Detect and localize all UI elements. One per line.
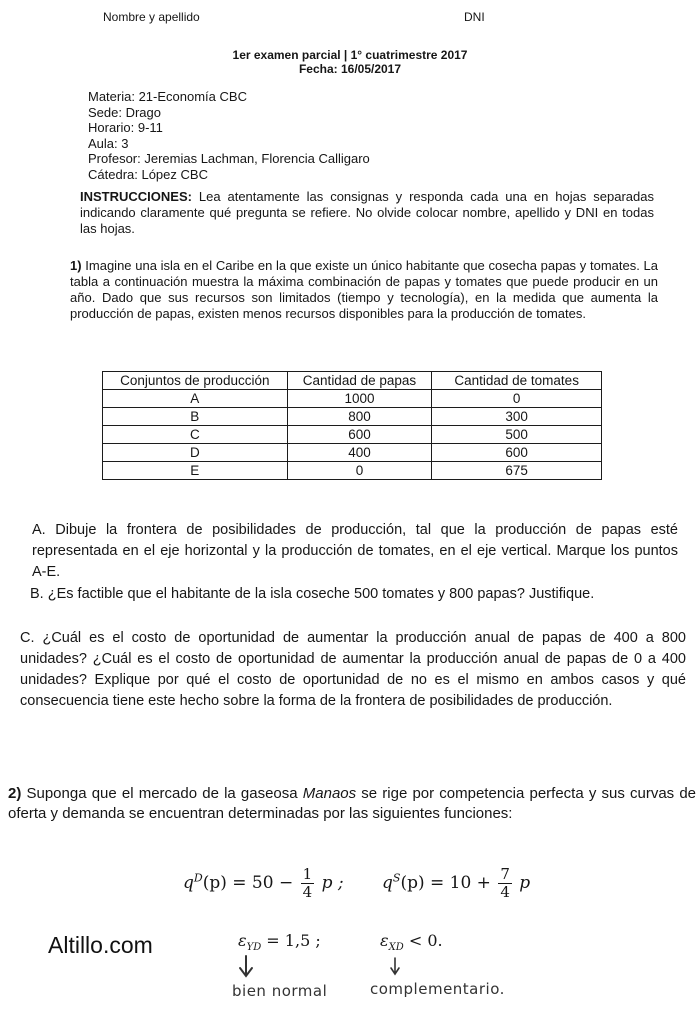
handwritten-note-complementary: complementario. <box>370 980 505 998</box>
supply-tail: p <box>519 873 531 893</box>
table-cell: 500 <box>432 426 602 444</box>
instructions-label: INSTRUCCIONES: <box>80 189 192 204</box>
table-cell: 675 <box>432 462 602 480</box>
table-cell: 600 <box>432 444 602 462</box>
demand-tail: p ; <box>321 873 344 893</box>
table-cell: B <box>103 408 288 426</box>
supply-arg: (p) = 10 + <box>400 873 491 893</box>
exam-title: 1er examen parcial | 1° cuatrimestre 2017 <box>232 48 468 62</box>
table-row <box>103 444 602 462</box>
info-catedra: Cátedra: López CBC <box>88 166 208 182</box>
table-header-cell: Cantidad de tomates <box>432 372 602 390</box>
question-1 <box>70 258 658 322</box>
demand-equation <box>183 866 344 901</box>
demand-fraction: $\frac{1}{4}$ <box>302 865 313 901</box>
supply-equation <box>382 866 530 901</box>
info-profesor: Profesor: Jeremias Lachman, Florencia Calligaro <box>88 151 370 166</box>
dni-label: DNI <box>464 10 485 24</box>
table-row <box>103 408 602 426</box>
q2-text-1: Suponga que el mercado de la gaseosa <box>21 785 303 802</box>
handwritten-note-normal: bien normal <box>232 982 328 1000</box>
table-cell: 1000 <box>287 390 432 408</box>
supply-sup: S <box>392 871 401 885</box>
table-cell: E <box>103 462 288 480</box>
name-label: Nombre y apellido <box>103 10 200 24</box>
table-header-cell: Cantidad de papas <box>287 372 432 390</box>
income-elasticity: $\varepsilon_{YD} = 1,5$ ; <box>238 931 321 954</box>
table-cell: C <box>103 426 288 444</box>
down-arrow-icon <box>236 954 256 980</box>
demand-sup: D <box>193 871 203 885</box>
q2-number: 2) <box>8 785 22 802</box>
instructions <box>80 189 654 237</box>
table-cell: A <box>103 390 288 408</box>
table-row <box>103 390 602 408</box>
down-arrow-icon <box>386 956 404 978</box>
table-header-row <box>103 372 602 390</box>
q2-text-2: se rige por competencia perfecta y sus curvas de oferta y demanda se encuentran determinadas por las siguientes funciones: <box>8 785 697 822</box>
table-cell: 0 <box>432 390 602 408</box>
info-aula: Aula: 3 <box>88 135 129 151</box>
exam-date: Fecha: 16/05/2017 <box>298 62 402 76</box>
q2-brand: Manaos <box>302 785 357 802</box>
supply-fraction: $\frac{7}{4}$ <box>500 865 510 901</box>
demand-lhs: q <box>183 873 194 893</box>
q1-text: Imagine una isla en el Caribe en la que existe un único habitante que cosecha papas y tomates. La tabla a continuación muestra la máxima combinación de papas y tomates que puede producir en un año. Dado que sus recursos son limitados (tiempo y tecnología), en la medida que aumenta la producción de papas, existen menos recursos disponibles para la producción de tomates. <box>70 258 658 321</box>
supply-lhs: q <box>382 873 393 893</box>
table-cell: 800 <box>287 408 432 426</box>
production-table <box>102 371 602 480</box>
cross-elasticity: $\varepsilon_{XD} < 0$. <box>380 931 443 954</box>
q1-part-b: B. ¿Es factible que el habitante de la isla coseche 500 tomates y 800 papas? Justifique. <box>30 586 595 602</box>
info-materia: Materia: 21-Economía CBC <box>88 89 247 104</box>
info-sede: Sede: Drago <box>88 104 161 120</box>
demand-arg: (p) = 50 − <box>202 873 294 893</box>
table-row <box>103 462 602 480</box>
table-cell: 300 <box>432 408 602 426</box>
watermark: Altillo.com <box>48 932 153 958</box>
question-2 <box>8 784 696 824</box>
q1-number: 1) <box>70 258 82 273</box>
q1-part-a: A. Dibuje la frontera de posibilidades de producción, tal que la producción de papas esté representada en el eje horizontal y la producción de tomates, en el eje vertical. Marque los puntos A-E. <box>32 522 678 580</box>
table-cell: 400 <box>287 444 432 462</box>
table-row <box>103 426 602 444</box>
q1-part-c: C. ¿Cuál es el costo de oportunidad de aumentar la producción anual de papas de 400 a 800 unidades? ¿Cuál es el costo de oportunidad de aumentar la producción anual de papas de 0 a 400 unidades? Explique por qué el costo de oportunidad de no es el mismo en ambos casos y qué consecuencia tiene este hecho sobre la forma de la frontera de posibilidades de producción. <box>20 630 686 709</box>
info-horario: Horario: 9-11 <box>88 120 163 135</box>
table-cell: 600 <box>287 426 432 444</box>
table-cell: D <box>103 444 288 462</box>
table-header-cell: Conjuntos de producción <box>103 372 288 390</box>
table-cell: 0 <box>287 462 432 480</box>
instructions-text: Lea atentamente las consignas y responda cada una en hojas separadas indicando claramente qué pregunta se refiere. No olvide colocar nombre, apellido y DNI en todas las hojas. <box>80 189 654 236</box>
course-info <box>88 89 370 182</box>
